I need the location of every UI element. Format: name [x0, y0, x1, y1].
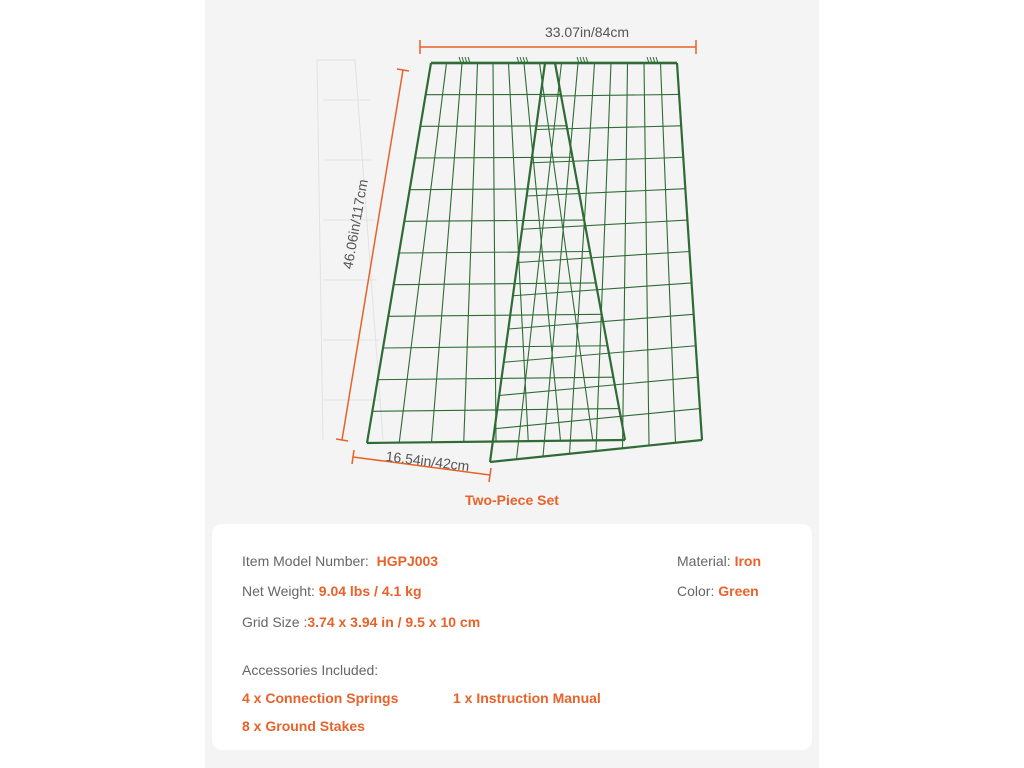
set-title: Two-Piece Set: [465, 492, 559, 508]
a-frame-trellis-illustration: [205, 0, 819, 520]
model-number-value: HGPJ003: [376, 553, 439, 569]
trellis-frame: [367, 57, 702, 462]
net-weight-label: Net Weight:: [242, 583, 315, 599]
material-label: Material:: [677, 553, 731, 569]
model-number-row: [242, 553, 438, 569]
front-panel-grid-line: [410, 189, 579, 190]
net-weight-row: [242, 583, 422, 599]
net-weight-value: 9.04 lbs / 4.1 kg: [318, 583, 422, 599]
width-dimension: [420, 24, 696, 54]
height-label: 46.06in/117cm: [339, 178, 371, 271]
accessory-item: 1 x Instruction Manual: [453, 690, 601, 706]
front-panel-grid-line: [404, 220, 584, 221]
accessory-item: 8 x Ground Stakes: [242, 718, 365, 734]
front-panel-grid-line: [420, 126, 566, 127]
grid-size-label: Grid Size :: [242, 614, 308, 630]
product-panel: [205, 0, 819, 768]
material-row: [677, 553, 761, 569]
trellis-figure: [205, 0, 819, 520]
front-panel-grid-line: [415, 157, 573, 158]
accessories-heading: Accessories Included:: [242, 662, 379, 678]
material-value: Iron: [734, 553, 762, 569]
grid-size-row: [242, 614, 480, 630]
spec-card: [212, 524, 812, 750]
color-value: Green: [718, 583, 759, 599]
grid-size-value: 3.74 x 3.94 in / 9.5 x 10 cm: [307, 614, 481, 630]
depth-dimension: [352, 448, 491, 482]
model-number-label: Item Model Number:: [242, 553, 369, 569]
color-label: Color:: [677, 583, 715, 599]
depth-label: 16.54in/42cm: [384, 447, 471, 475]
width-label: 33.07in/84cm: [544, 24, 630, 40]
accessory-item: 4 x Connection Springs: [242, 690, 399, 706]
color-row: [677, 583, 759, 599]
